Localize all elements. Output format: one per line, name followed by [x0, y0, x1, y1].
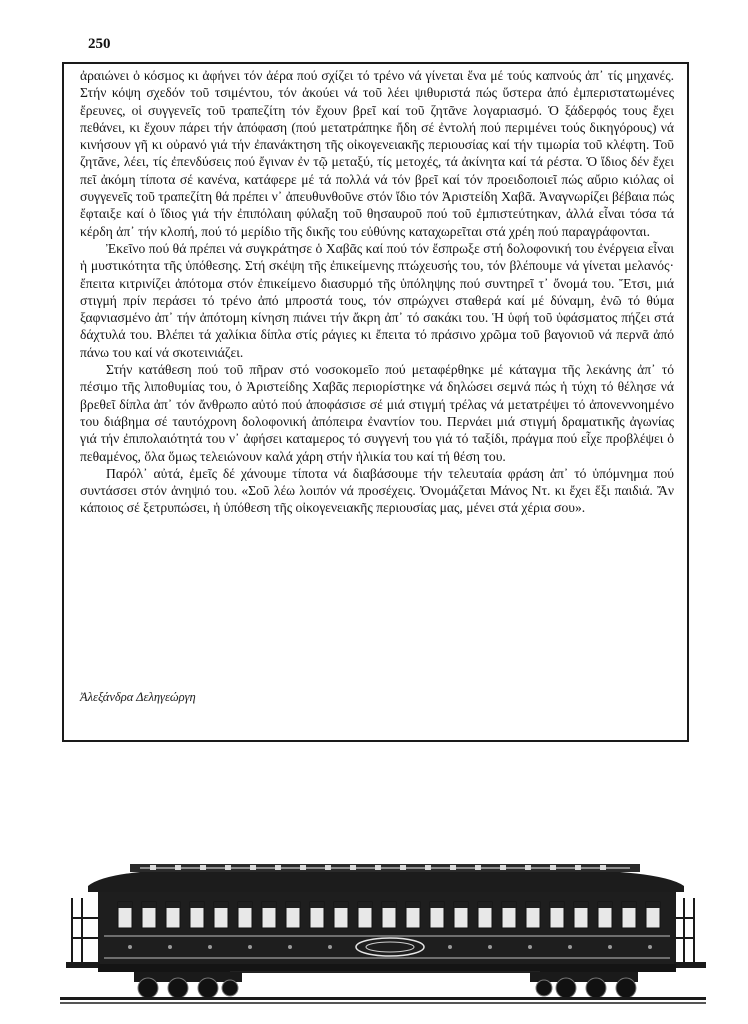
article-body [80, 67, 674, 517]
train-carriage-illustration [60, 858, 706, 1008]
author-signature: Ἀλεξάνδρα Δεληγεώργη [80, 690, 196, 704]
paragraph: ἀραιώνει ὁ κόσμος κι ἀφήνει τόν ἀέρα πού σχίζει τό τρένο νά γίνεται ἕνα μέ τούς καπνούς ἀπ᾿ τίς μηχανές. Στήν κόψη σχεδόν τοῦ τσιμέντου, τόν ἀκούει νά τοῦ λέει ψιθυριστά πώς ὕστερα ἀπό ἐμπεριστατωμένες ἔρευνες, οἱ συγγενεῖς τοῦ τραπεζίτη τόν ἔχουν βρεῖ καί τοῦ ζητᾶνε λογαριασμό. Ὁ ξάδερφός τους ἔχει πεθάνει, κι ἔχουν πάρει τήν ἀπόφαση (πού μετατράπηκε ἤδη σέ ἐντολή πού περιμένει τούς δικηγόρους) νά κινήσουν γῆ κι οὐρανό γιά τήν ἐπανάκτηση τῆς οἰκογενειακῆς περιουσίας καί τήν τιμωρία τοῦ κλέφτη. Τοῦ ζητᾶνε, λέει, τίς ἐπενδύσεις πού ἔγιναν ἐν τῷ μεταξύ, τίς μετοχές, τά ἀκίνητα καί τά ρέστα. Ὁ ἴδιος δέν ἔχει πεῖ ἀκόμη τίποτα σέ κανένα, κατάφερε μέ τά πολλά νά τόν βρεῖ καί τόν προειδοποιεῖ πώς αὔριο κιόλας οἱ συγγενεῖς τοῦ τραπεζίτη θά πρέπει ν᾿ ἀπευθυνθοῦνε στόν ἴδιο τόν Ἀριστείδη Χαβᾶ. Ἀναγνωρίζει βέβαια πώς ἔφταιξε καί ὁ ἴδιος γιά τήν ἐπιπόλαιη φύλαξη τοῦ θησαυροῦ πού τοῦ ἐμπιστεύτηκαν, ἀλλά εἶναι τόσα τά κέρδη ἀπ᾿ τήν κλοπή, πού τό μερίδιο τῆς δικῆς του εὐθύνης καταχωρεῖται στά χρέη πού παραγράφονται. [80, 68, 674, 239]
paragraph: Παρόλ᾿ αὐτά, ἐμεῖς δέ χάνουμε τίποτα νά διαβάσουμε τήν τελευταία φράση ἀπ᾿ τό ὑπόμνημα πού συντάσσει στόν ἀνηψιό του. «Σοῦ λέω λοιπόν νά προσέχεις. Ὀνομάζεται Μάνος Ντ. κι ἔχει ἕξι παιδιά. Ἄν κάποιος σέ ξετρυπώσει, ἡ ὑπόθεση τῆς οἰκογενειακῆς περιουσίας μας, μένει στά χέρια σου». [80, 465, 674, 516]
page-number: 250 [88, 36, 111, 52]
paragraph: Ἐκεῖνο πού θά πρέπει νά συγκράτησε ὁ Χαβᾶς καί πού τόν ἔσπρωξε στή δολοφονική του ἐνέργεια εἶναι ἡ μυστικότητα τῆς ὑπόθεσης. Στή σκέψη τῆς ἐπικείμενης πτώχευσής του, τόν βλέπουμε νά γίνεται μελανός· ἔπειτα κιτρινίζει ἀπότομα στόν ἐπικείμενο διασυρμό τῆς ὑπόληψης πού συντηρεῖ τ᾿ ὄνομά του. Ἔτσι, μιά στιγμή πρίν περάσει τό τρένο ἀπό μπροστά τους, τόν σπρώχνει σταθερά καί μέ δύναμη, ἐνῶ τό θύμα ξαφνιασμένο ἀπ᾿ τήν ἀπότομη κίνηση πιάνει τήν ἄκρη ἀπ᾿ τό σακάκι του. Ἡ ὑφή τοῦ ὑφάσματος πήζει στά δάχτυλά του. Βλέπει τά χαλίκια δίπλα στίς ράγιες κι ἔπειτα τό πράσινο χρῶμα τοῦ βαγονιοῦ νά περνᾶ ἀπό πάνω του καί νά σκοτεινιάζει. [80, 240, 674, 360]
paragraph: Στήν κατάθεση πού τοῦ πῆραν στό νοσοκομεῖο πού μεταφέρθηκε μέ κάταγμα τῆς λεκάνης ἀπ᾿ τό πέσιμο τῆς λιποθυμίας του, ὁ Ἀριστείδης Χαβᾶς περιορίστηκε νά δηλώσει σεμνά πώς ἡ τύχη τό θέλησε νά βρεθεῖ δίπλα ἀπ᾿ τόν ἄνθρωπο αὐτό πού ἀποφάσισε σέ μιά στιγμή τρέλας νά μετατρέψει τό ἀπονεννοημένο του διάβημα σέ ταυτόχρονη δολοφονική ἀπόπειρα ἐναντίον του. Περνάει μιά στιγμή δραματικῆς ἀγωνίας γιά τήν ἐπιπολαιότητά του ν᾿ ἀφήσει καταμερος τό συγγενή του γιά τό ταξίδι, πράγμα πού εἶχε προβλέψει ὁ πεθαμένος, ὅλα ὅμως τελειώνουν καλά χάρη στήν ἡλικία του καί τή θέση του. [80, 362, 674, 464]
